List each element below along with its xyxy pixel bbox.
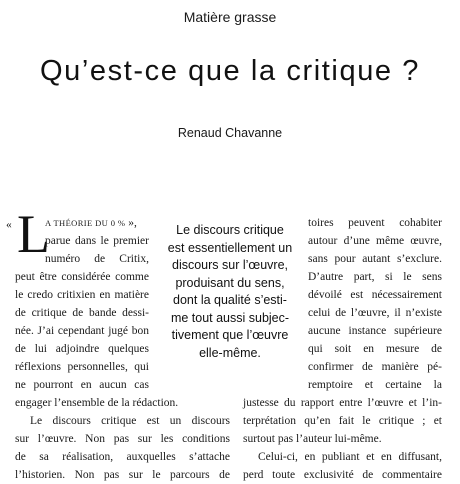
col1-line: ne pourront en aucun cas — [15, 379, 149, 391]
col1-line: peut être considérée comme — [15, 271, 149, 283]
col3-line: terprétation qu’en fait le critique ; et — [243, 415, 442, 427]
col1-line: de sa réalisation, auxquelles s’attache — [15, 451, 230, 463]
col1-line: parue dans le premier — [45, 235, 149, 247]
pull-quote-line: me tout aussi subjec- — [170, 310, 290, 325]
col1-line: née. J’ai cependant jugé bon — [15, 325, 149, 337]
pull-quote-line: Le discours critique — [176, 223, 284, 237]
author-name: Renaud Chavanne — [177, 126, 283, 140]
col1-line: Le discours critique est un discours — [30, 415, 230, 427]
col3-line: justesse du rapport entre l’œuvre et l’in- — [243, 397, 442, 409]
opening-quote-mark: « — [6, 219, 12, 231]
small-caps-text: A THÉORIE DU 0 % — [45, 218, 126, 228]
pull-quote-line: elle-même. — [199, 345, 261, 360]
col1-line: l’historien. Non pas sur le parcours de — [15, 469, 230, 481]
col3-line: D’autre part, si le sens — [308, 271, 442, 283]
col1-line: de critique de bande dessi- — [15, 307, 149, 319]
col3-line: Celui-ci, en publiant et en diffusant, — [258, 451, 442, 463]
col1-line: sur l’œuvre. Non pas sur les conditions — [15, 433, 230, 445]
col1-line: engager l’ensemble de la rédaction. — [15, 397, 179, 409]
col1-line: le credo critixien en matière — [15, 289, 149, 301]
col3-line: aucune instance supérieure — [308, 325, 442, 337]
col3-line: qui soit en mesure de — [308, 343, 442, 355]
page-title: Qu’est-ce que la critique ? — [39, 55, 421, 87]
col1-line: réflexions personnelles, qui — [15, 361, 149, 373]
pull-quote-line: dont la qualité s’esti- — [173, 293, 287, 307]
pull-quote-line: produisant du sens, — [175, 275, 285, 290]
col3-line: autour d’une même œuvre, — [308, 235, 442, 247]
col1-line: de lui adjoindre quelques — [15, 343, 149, 355]
pull-quote-line: tivement que l’œuvre — [171, 328, 289, 342]
col3-line: surtout pas l’auteur lui-même. — [243, 433, 382, 445]
col3-line: celui de l’œuvre, il n’existe — [308, 307, 442, 319]
pull-quote-line: est essentiellement un — [167, 240, 293, 255]
col1-line-end: », — [125, 217, 137, 229]
col3-line: perd toute exclusivité de commentaire — [243, 469, 442, 481]
col1-line: numéro de Critix, — [45, 253, 149, 265]
col3-line: sans pour autant s’exclure. — [308, 253, 442, 265]
col3-line: toires peuvent cohabiter — [308, 217, 442, 229]
col3-line: dévoilé est nécessairement — [308, 289, 442, 301]
col1-line — [45, 214, 149, 232]
pull-quote-line: discours sur l’œuvre, — [172, 258, 288, 272]
col3-line: remptoire et certaine la — [308, 379, 442, 391]
drop-cap: L — [17, 204, 50, 264]
pull-quote — [160, 222, 300, 362]
rubric: Matière grasse — [183, 9, 277, 25]
col3-line: confirmer de manière pé- — [308, 361, 442, 373]
